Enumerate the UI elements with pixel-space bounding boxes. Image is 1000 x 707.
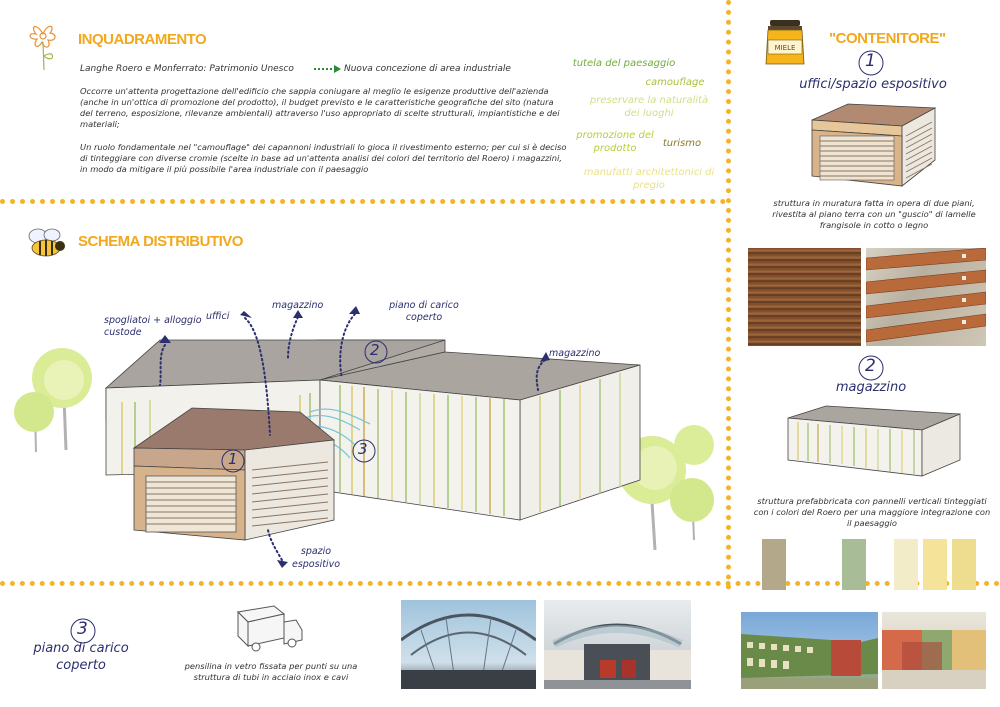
separator-vertical xyxy=(726,0,731,590)
contenitore-item2-caption: struttura prefabbricata con pannelli verticali tinteggiati con i colori del Roero per una maggiore integrazione con il paesaggio xyxy=(753,496,991,528)
inquadramento-line1-right: Nuova concezione di area industriale xyxy=(344,64,511,74)
label-spogliatoi: spogliatoi + alloggio custode xyxy=(104,315,202,338)
bee-icon xyxy=(22,226,70,264)
contenitore-item2-title: magazzino xyxy=(835,380,907,395)
keyword-promozione: promozione del prodotto xyxy=(576,130,654,154)
schema-number-3: 3 xyxy=(358,440,368,458)
photo-colored-building-2 xyxy=(882,612,986,689)
keyword-tutela: tutela del paesaggio xyxy=(572,58,676,69)
label-magazzino-2: magazzino xyxy=(549,348,601,359)
keyword-manufatti: manufatti architettonici di pregio xyxy=(583,167,715,191)
keyword-naturalita: preservare la naturalità dei luoghi xyxy=(589,95,709,119)
label-magazzino-1: magazzino xyxy=(272,300,324,311)
color-swatch-1 xyxy=(762,539,786,590)
jar-label: MIELE xyxy=(774,44,796,52)
flower-icon xyxy=(26,20,60,72)
dotted-arrow-icon xyxy=(314,64,342,74)
label-spazio-espositivo: spazio espositivo xyxy=(291,546,341,570)
photo-wood-louvers xyxy=(748,248,861,346)
contenitore-item1-title: uffici/spazio espositivo xyxy=(799,77,947,92)
keyword-camouflage: camouflage xyxy=(645,77,705,88)
contenitore-number-1: 1 xyxy=(865,51,876,71)
color-swatch-4 xyxy=(923,539,947,590)
separator-top xyxy=(0,199,726,204)
schema-title: SCHEMA DISTRIBUTIVO xyxy=(78,233,243,250)
truck-icon xyxy=(234,604,304,656)
warehouse-illustration xyxy=(786,404,962,478)
label-uffici: uffici xyxy=(206,311,230,322)
color-swatch-2 xyxy=(842,539,866,590)
color-swatch-3 xyxy=(894,539,918,590)
color-swatch-5 xyxy=(952,539,976,590)
photo-canopy-2 xyxy=(544,600,691,689)
schema-number-1: 1 xyxy=(228,450,238,468)
contenitore-item1-caption: struttura in muratura fatta in opera di due piani, rivestita al piano terra con un "guscio" di lamelle frangisole in cotto o legno xyxy=(772,198,976,230)
contenitore-number-2: 2 xyxy=(865,356,876,376)
photo-canopy-1 xyxy=(401,600,536,689)
tree-left xyxy=(14,348,92,452)
schema-number-2: 2 xyxy=(370,341,380,359)
honey-jar-icon xyxy=(760,18,810,68)
label-piano-carico: piano di carico coperto xyxy=(389,300,459,323)
inquadramento-title: INQUADRAMENTO xyxy=(78,31,207,48)
inquadramento-paragraph-1: Occorre un'attenta progettazione dell'edificio che sappia coniugare al meglio le esigenze produttive dell'azienda (anche in un'ottica di promozione del prodotto), il budget previsto e le caratteristiche geografiche del sito (natura del terreno, esposizione, rilevanze ambientali) attraverso l'uso appropriato di scelte strutturali, impiantistiche e dei materiali; xyxy=(80,86,560,129)
piano-caption: pensilina in vetro fissata per punti su una struttura di tubi in acciaio inox e cavi xyxy=(184,661,358,682)
keyword-turismo: turismo xyxy=(662,138,702,149)
photo-colored-building-1 xyxy=(741,612,878,689)
inquadramento-line1-left: Langhe Roero e Monferrato: Patrimonio Unesco xyxy=(80,64,294,74)
inquadramento-paragraph-2: Un ruolo fondamentale nel "camouflage" dei capannoni industriali lo gioca il rivestimento esterno; per cui si è deciso di tinteggiare con diverse cromie (scelte in base ad un'attenta analisi dei colori del territorio del Roero) i magazzini, in modo da mitigare il più possibile l'area industriale con il paesaggio xyxy=(80,142,567,174)
photo-terracotta-louvers xyxy=(866,248,986,346)
piano-number-3: 3 xyxy=(77,619,88,639)
contenitore-title: "CONTENITORE" xyxy=(829,30,946,47)
piano-title: piano di carico coperto xyxy=(33,641,129,673)
office-building-illustration xyxy=(810,98,940,190)
